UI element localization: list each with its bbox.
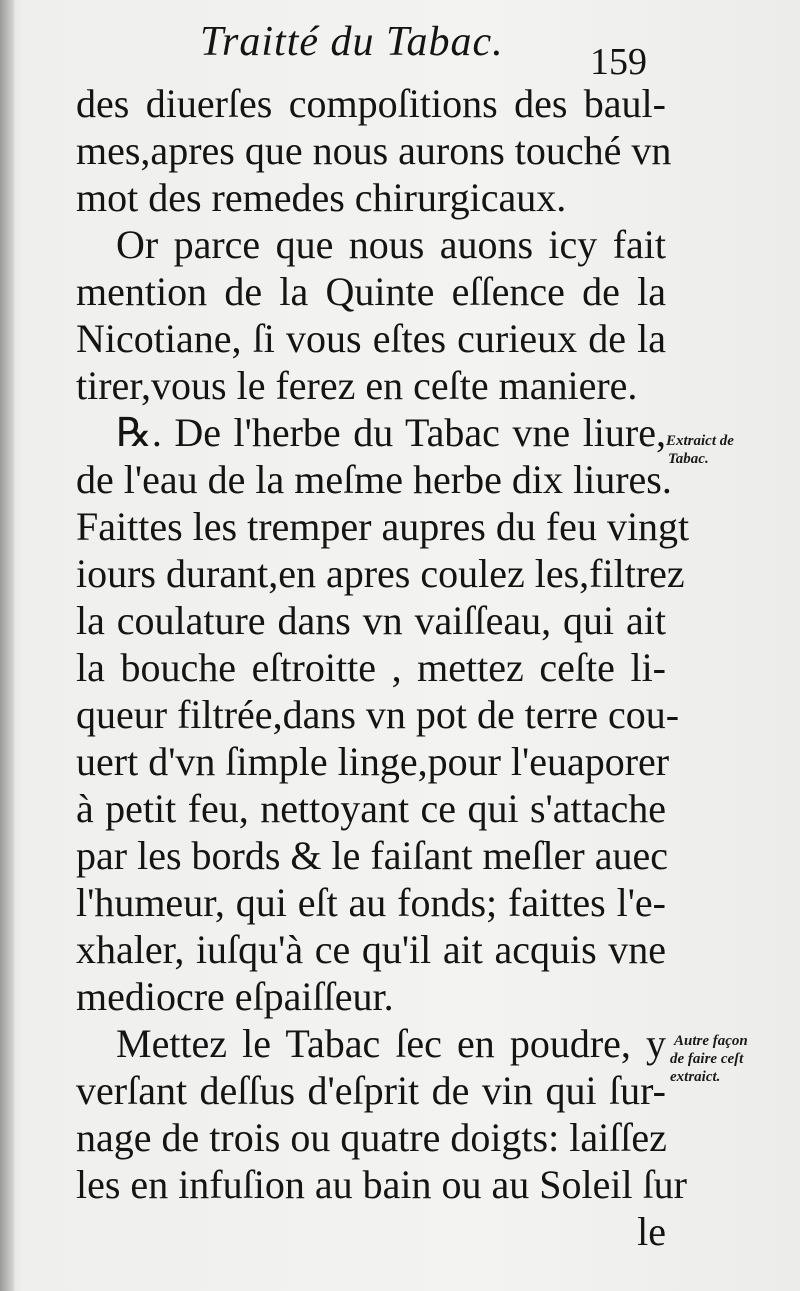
page-number: 159	[590, 41, 647, 83]
text-line: de l'eau de la meſme herbe dix liures.	[76, 457, 672, 502]
text-line: uert d'vn ſimple linge,pour l'euaporer	[76, 739, 670, 784]
margin-note-line: de faire ceſt	[670, 1051, 744, 1067]
text-line: queur filtrée,dans vn pot de terre cou-	[76, 692, 680, 737]
text-line: xhaler, iuſqu'à ce qu'il ait acquis vne	[76, 927, 666, 972]
text-line: nage de trois ou quatre doigts: laiſſez	[76, 1115, 667, 1160]
text-line: les en infuſion au bain ou au Soleil ſur	[76, 1162, 687, 1207]
text-line: Nicotiane, ſi vous eſtes curieux de la	[76, 316, 666, 361]
text-line: à petit feu, nettoyant ce qui s'attache	[76, 786, 666, 831]
text-line: mention de la Quinte eſſence de la	[76, 269, 666, 314]
text-line: mes,apres que nous aurons touché vn	[76, 128, 672, 173]
page-gutter	[0, 0, 14, 1291]
text-line: mediocre eſpaiſſeur.	[76, 974, 394, 1019]
text-line: iours durant,en apres coulez les,filtrez	[76, 551, 685, 596]
text-line: tirer,vous le ferez en ceſte maniere.	[76, 363, 638, 408]
margin-note-line: Tabac.	[668, 451, 709, 467]
text-line: la bouche eſtroitte , mettez ceſte li-	[76, 645, 666, 690]
text-line: ℞. De l'herbe du Tabac vne liure,	[116, 410, 666, 455]
text-line: mot des remedes chirurgicaux.	[76, 175, 567, 220]
text-line: Faittes les tremper aupres du feu vingt	[76, 504, 690, 549]
text-line: l'humeur, qui eſt au fonds; faittes l'e-	[76, 880, 666, 925]
text-line: par les bords & le faiſant meſler auec	[76, 833, 668, 878]
running-title: Traitté du Tabac.	[200, 19, 504, 65]
margin-note-line: Autre façon	[674, 1033, 748, 1049]
text-line: des diuerſes compoſitions des baul-	[76, 81, 666, 126]
margin-note-line: Extraict de	[666, 433, 734, 449]
margin-note-autre-facon	[670, 1032, 795, 1086]
catchword: le	[637, 1209, 666, 1254]
margin-note-extraict	[666, 432, 796, 468]
text-line: la coulature dans vn vaiſſeau, qui ait	[76, 598, 666, 643]
text-line: Mettez le Tabac ſec en poudre, y	[116, 1021, 666, 1066]
text-line: Or parce que nous auons icy fait	[116, 222, 666, 267]
text-line: verſant deſſus d'eſprit de vin qui ſur-	[76, 1068, 666, 1113]
body-text	[76, 80, 690, 1255]
margin-note-line: extraict.	[670, 1069, 721, 1085]
